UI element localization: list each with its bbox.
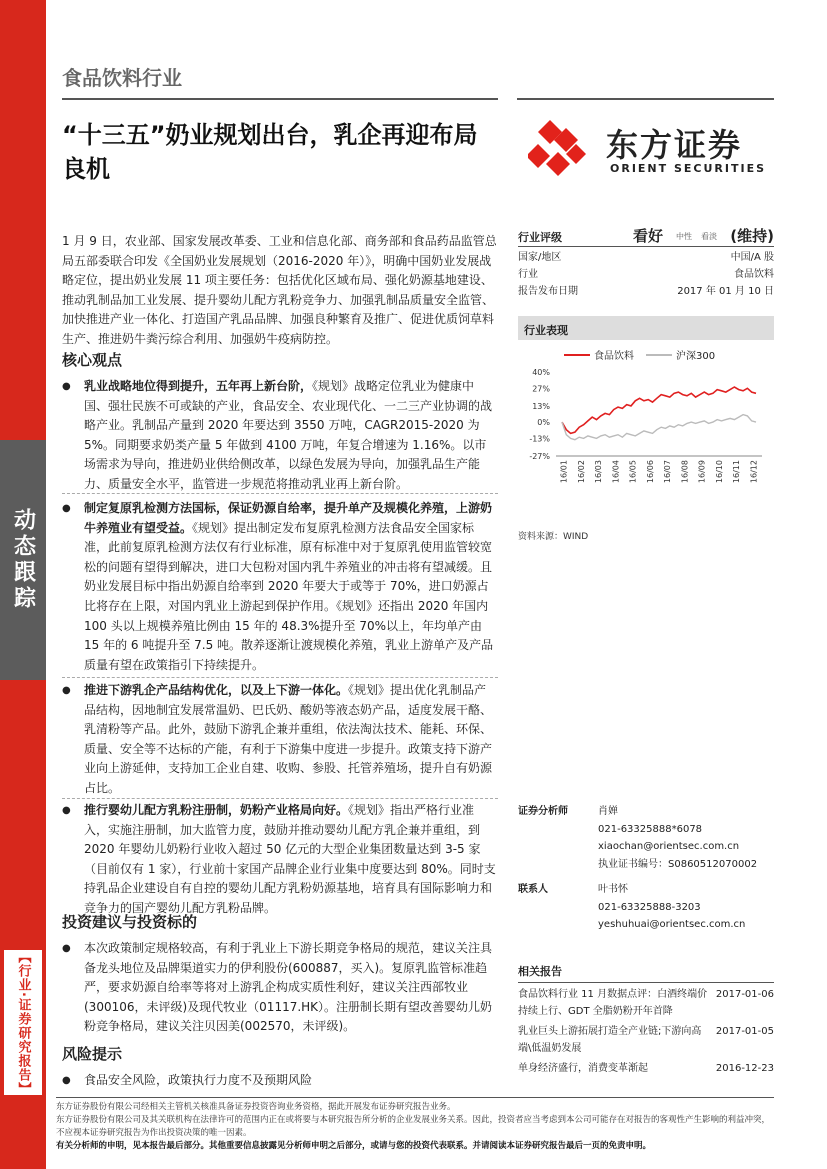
rating-row-key: 报告发布日期 xyxy=(518,286,578,297)
core-point-bold: 推进下游乳企产品结构优化，以及上下游一体化。 xyxy=(84,683,349,697)
disclaimer-footer xyxy=(56,1097,774,1153)
analyst-row-value: 执业证书编号：S0860512070002 xyxy=(598,858,758,870)
core-point xyxy=(62,801,498,919)
side-label-report-type: 【行业·证券研究报告】 xyxy=(15,950,31,1096)
logo-text-cn: 东方证券 xyxy=(606,126,743,164)
rating-option-bearish: 看淡 xyxy=(701,232,717,241)
core-points-list xyxy=(62,681,498,804)
y-tick-label: -13% xyxy=(529,434,550,444)
section-core-title: 核心观点 xyxy=(62,351,123,369)
analyst-row-key: 证券分析师 xyxy=(518,806,568,817)
rating-row-value: 中国/A 股 xyxy=(730,252,774,263)
y-tick-label: 27% xyxy=(532,384,550,394)
core-point-text: 《规划》提出优化乳制品产品结构，因地制宜发展常温奶、巴氏奶、酸奶等液态奶产品，适度发展干酪、乳清粉等产品。此外，鼓励下游乳企兼并重组，依法淘汰技术、能耗、环保、质量、安全等不达标的产能，有利于下游集中度进一步提升。政策支持下游产业向上游延伸，支持加工企业自建、收购、参股、托管养殖场，提升自有奶源占比。 xyxy=(84,683,493,795)
related-reports xyxy=(518,963,774,1082)
x-tick-label: 16/10 xyxy=(714,460,724,484)
core-points-list xyxy=(62,801,498,924)
performance-chart-svg xyxy=(518,344,774,520)
rating-row-key: 行业 xyxy=(518,269,538,280)
analyst-row[interactable] xyxy=(518,838,774,856)
rating-label: 行业评级 xyxy=(518,231,562,244)
report-summary: 1 月 9 日，农业部、国家发展改革委、工业和信息化部、商务部和食品药品监管总局五部委联合印发《全国奶业发展规划（2016-2020 年）》，明确中国奶业发展战略定位，提出奶业发展 11 项主要任务：包括优化区域布局、强化奶源基地建设、推动乳制品加工业发展、提升婴幼儿配方乳粉竞争力、加强乳制品质量安全监管、加快推进产业一体化、打造国产乳品品牌、加强良种繁育及推广、促进优质饲草料生产、推进奶牛粪污综合利用、加强奶牛疫病防控。 xyxy=(62,234,497,346)
y-tick-label: 0% xyxy=(537,418,550,428)
header-rule-left xyxy=(62,98,498,100)
orient-securities-logo xyxy=(528,118,778,178)
core-point-bold: 乳业战略地位得到提升，五年再上新台阶， xyxy=(84,379,313,393)
dashed-separator xyxy=(62,677,498,678)
core-point xyxy=(62,499,498,675)
rating-header xyxy=(518,225,774,247)
risk-points-list xyxy=(62,1071,498,1096)
analyst-row xyxy=(518,803,774,821)
x-tick-label: 16/07 xyxy=(663,460,673,484)
related-report-title[interactable]: 乳业巨头上游拓展打造全产业链;下游向高端\低温奶发展 xyxy=(518,1026,702,1054)
related-reports-title: 相关报告 xyxy=(518,963,774,983)
core-point xyxy=(62,377,498,495)
core-point xyxy=(62,681,498,799)
dashed-separator xyxy=(62,798,498,799)
rating-row-key: 国家/地区 xyxy=(518,252,562,263)
analyst-email-link[interactable]: xiaochan@orientsec.com.cn xyxy=(598,841,740,852)
rating-block xyxy=(518,225,774,300)
section-risk-title: 风险提示 xyxy=(62,1045,123,1063)
header-rule-right xyxy=(517,98,774,100)
core-point-bold: 推行婴幼儿配方乳粉注册制，奶粉产业格局向好。 xyxy=(84,803,349,817)
related-report-date: 2017-01-06 xyxy=(715,989,774,1000)
core-point-text: 《规划》提出制定发布复原乳检测方法食品安全国家标准，此前复原乳检测方法仅有行业标准，原有标准中对于复原乳使用监管较宽松的问题有望得到解决，进口大包粉对国内乳牛养殖业的冲击将有望减缓。且奶业发展目标中指出奶源自给率到 2020 年要大于或等于 70%，进口奶源占比将存在上限，对国内乳业上游起到保护作用。《规划》还指出 2020 年国内 100 头以上规模养殖比例由 15 年的 48.3%提升至 70%以上，年均单产由 15 年的 6 吨提升至 7.5 吨。散养逐渐让渡规模化养殖，乳业上游单产及产品质量有望在政策指引下持续提升。 xyxy=(84,520,494,672)
related-report-title[interactable]: 单身经济盛行，消费变革渐起 xyxy=(518,1063,648,1074)
rating-option-neutral: 中性 xyxy=(676,232,692,241)
rating-row xyxy=(518,266,774,283)
y-tick-label: 40% xyxy=(532,368,550,377)
logo-mark-icon xyxy=(528,118,598,178)
x-tick-label: 16/04 xyxy=(611,460,621,484)
core-point-bold: 制定复原乳检测方法国标，保证奶源自给率，提升单产及规模化养殖，上游奶牛养殖业有望受益。 xyxy=(84,501,493,535)
contact-row-key: 联系人 xyxy=(518,884,548,895)
series-line-food-beverage xyxy=(562,387,756,433)
x-tick-label: 16/05 xyxy=(628,460,638,484)
x-tick-label: 16/11 xyxy=(732,460,742,484)
side-bar-red-top xyxy=(0,0,46,440)
related-report-date: 2016-12-23 xyxy=(715,1063,774,1074)
contact-row xyxy=(518,899,774,917)
contact-row xyxy=(518,881,774,899)
section-invest-title: 投资建议与投资标的 xyxy=(62,913,198,931)
legend-label-food-beverage: 食品饮料 xyxy=(594,351,634,362)
side-label-report-type-box xyxy=(4,950,42,1095)
x-tick-label: 16/09 xyxy=(697,460,707,484)
contact-row[interactable] xyxy=(518,916,774,934)
legend-label-csi300: 沪深300 xyxy=(676,351,716,362)
dashed-separator xyxy=(62,493,498,494)
x-tick-label: 16/06 xyxy=(645,460,655,484)
side-label-dynamic-tracking: 动态跟踪 xyxy=(10,508,36,612)
rating-row xyxy=(518,249,774,266)
analyst-block xyxy=(518,803,774,934)
analyst-row xyxy=(518,856,774,874)
core-point-text: 《规划》战略定位乳业为健康中国、强壮民族不可或缺的产业，食品安全、农业现代化、一二三产业协调的战略产业。乳制品产量到 2020 年要达到 3550 万吨，CAGR2015-2020 为 5%。同期要求奶类产量 5 年做到 4100 万吨，年复合增速为 1.16%。以市场需求为导向，推进奶业供给侧改革，以绿色发展为导向，加强乳品生产能力、质量安全水平，监管进一步规范将推动乳业再上新台阶。 xyxy=(84,379,493,491)
related-report-item[interactable] xyxy=(518,1061,774,1078)
y-tick-label: 13% xyxy=(532,401,550,411)
rating-row xyxy=(518,283,774,300)
x-tick-label: 16/08 xyxy=(680,460,690,484)
x-tick-label: 16/03 xyxy=(594,460,604,484)
risk-point: ● 食品安全风险，政策执行力度不及预期风险 xyxy=(62,1071,498,1091)
report-headline: “十三五”奶业规划出台，乳企再迎布局良机 xyxy=(62,121,478,183)
related-report-date: 2017-01-05 xyxy=(715,1026,774,1037)
contact-row-value: 叶书怀 xyxy=(598,884,628,895)
contact-row-value: 021-63325888-3203 xyxy=(598,901,701,913)
analyst-row-value: 肖婵 xyxy=(598,806,618,817)
rating-status: (维持) xyxy=(730,227,774,245)
invest-points-list xyxy=(62,939,498,1042)
y-tick-label: -27% xyxy=(529,452,550,461)
x-tick-label: 16/01 xyxy=(559,460,569,484)
x-tick-label: 16/12 xyxy=(749,460,759,484)
industry-performance-title: 行业表现 xyxy=(518,316,774,340)
core-point-text: 《规划》指出严格行业准入，实施注册制，加大监管力度，鼓励并推动婴幼儿配方乳企兼并重组，到 2020 年婴幼儿奶粉行业收入超过 50 亿元的大型企业集团数量达到 3-5 家（目前仅有 1 家），行业前十家国产品牌企业行业集中度要达到 80%。同时支持乳品企业建设自有自控的婴幼儿配方乳粉奶源基地，培育具有国际影响力和竞争力的国产婴幼儿配方乳粉品牌。 xyxy=(84,803,496,915)
performance-chart xyxy=(518,344,774,520)
related-report-item[interactable] xyxy=(518,1024,774,1057)
left-side-bar xyxy=(0,0,46,1169)
rating-current: 看好 xyxy=(633,227,664,245)
related-report-item[interactable] xyxy=(518,987,774,1020)
contact-email-link[interactable]: yeshuhuai@orientsec.com.cn xyxy=(598,919,746,930)
analyst-row xyxy=(518,821,774,839)
related-report-title[interactable]: 食品饮料行业 11 月数据点评：白酒终端价持续上行、GDT 全脂奶粉开年首降 xyxy=(518,989,708,1017)
analyst-row-value: 021-63325888*6078 xyxy=(598,823,703,835)
industry-title: 食品饮料行业 xyxy=(62,66,182,90)
x-tick-label: 16/02 xyxy=(576,460,586,484)
logo-text-en: ORIENT SECURITIES xyxy=(610,162,767,175)
rating-row-value: 2017 年 01 月 10 日 xyxy=(677,286,774,297)
core-points-list xyxy=(62,377,498,500)
invest-point: ● 本次政策制定规格较高，有利于乳业上下游长期竞争格局的规范，建议关注具备龙头地位及品牌渠道实力的伊利股份(600887，买入)。复原乳监管标准趋严，要求奶源自给率等将对上游乳企构成实质性利好，建议关注西部牧业(300106，未评级)及现代牧业（01117.HK）。注册制长期有望改善婴幼儿奶粉竞争格局，建议关注贝因美(002570，未评级)。 xyxy=(62,939,498,1037)
footer-line: 东方证券股份有限公司及其关联机构在法律许可的范围内正在或将要与本研究报告所分析的企业发展业务关系。因此，投资者应当考虑到本公司可能存在对报告的客观性产生影响的利益冲突，不应视本证券研究报告为作出投资决策的唯一因素。 xyxy=(56,1115,771,1138)
chart-source: 资料来源：WIND xyxy=(518,532,589,542)
rating-row-value: 食品饮料 xyxy=(734,269,774,280)
side-label-container xyxy=(0,440,46,680)
footer-notice: 有关分析师的申明，见本报告最后部分。其他重要信息披露见分析师申明之后部分，或请与您的投资代表联系。并请阅读本证券研究报告最后一页的免责申明。 xyxy=(56,1141,652,1151)
footer-line: 东方证券股份有限公司经相关主管机关核准具备证券投资咨询业务资格，据此开展发布证券研究报告业务。 xyxy=(56,1102,456,1112)
core-points-list xyxy=(62,499,498,680)
